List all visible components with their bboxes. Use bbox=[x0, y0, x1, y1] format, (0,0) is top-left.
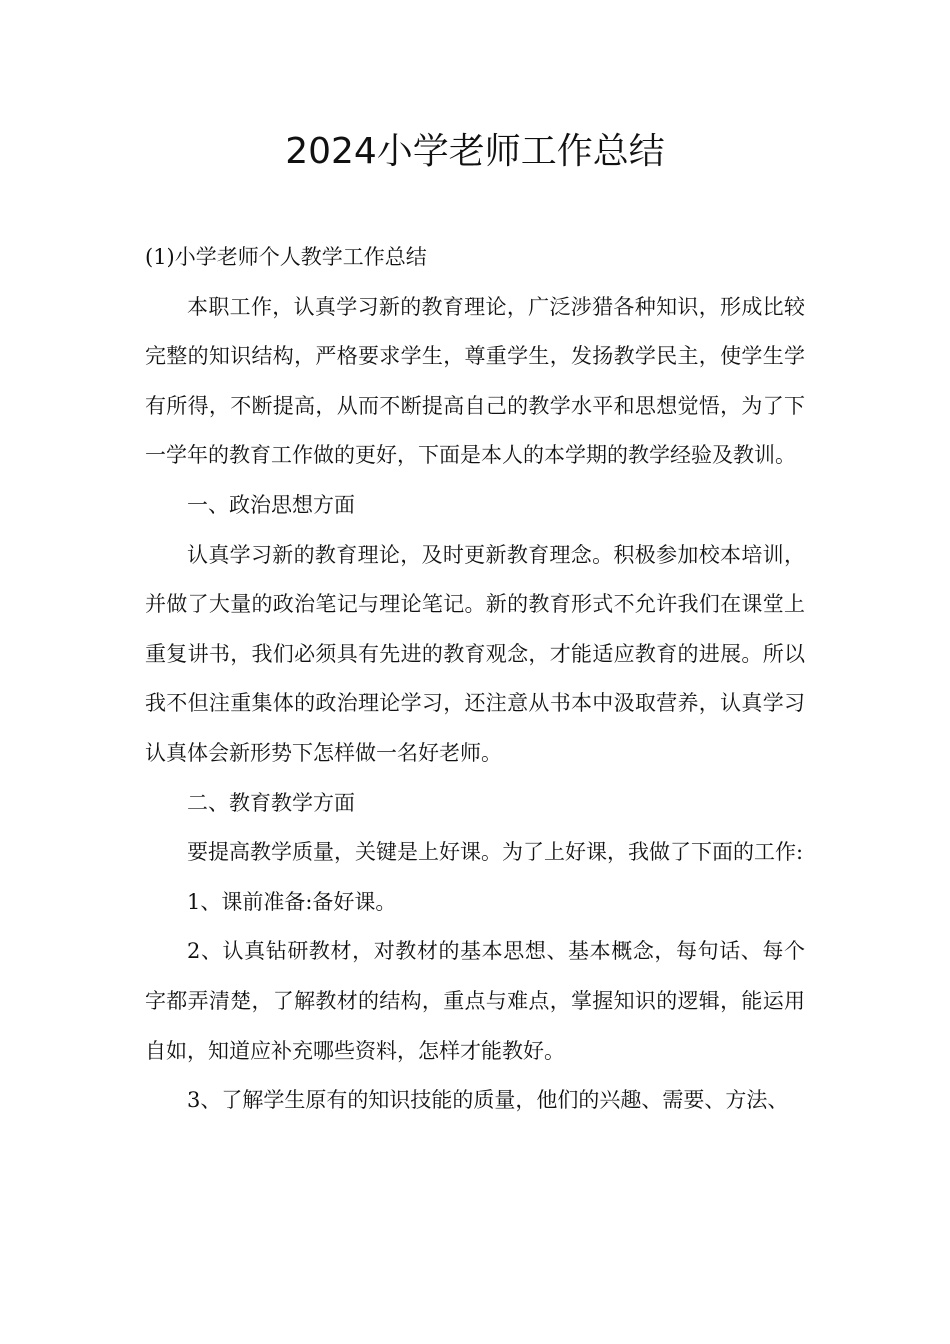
list-item-1: 1、课前准备:备好课。 bbox=[187, 889, 397, 914]
political-thought-paragraph: 认真学习新的教育理论，及时更新教育理念。积极参加校本培训，并做了大量的政治笔记与理论笔记。新的教育形式不允许我们在课堂上重复讲书，我们必须具有先进的教育观念，才能适应教育的进展。所以我不但注重集体的政治理论学习，还注意从书本中汲取营养，认真学习认真体会新形势下怎样做一名好老师。 bbox=[145, 542, 805, 765]
section-heading-education-teaching: 二、教育教学方面 bbox=[187, 790, 355, 815]
list-item-3: 3、了解学生原有的知识技能的质量，他们的兴趣、需要、方法、 bbox=[187, 1088, 789, 1113]
document-title: 2024小学老师工作总结 bbox=[285, 131, 665, 172]
section-heading-personal-summary: (1)小学老师个人教学工作总结 bbox=[145, 245, 427, 269]
document-body bbox=[145, 233, 805, 1126]
teaching-quality-paragraph: 要提高教学质量，关键是上好课。为了上好课，我做了下面的工作: bbox=[187, 840, 804, 865]
section-heading-political-thought: 一、政治思想方面 bbox=[187, 492, 355, 517]
list-item-2: 2、认真钻研教材，对教材的基本思想、基本概念，每句话、每个字都弄清楚，了解教材的结构，重点与难点，掌握知识的逻辑，能运用自如，知道应补充哪些资料，怎样才能教好。 bbox=[145, 939, 805, 1063]
intro-paragraph: 本职工作，认真学习新的教育理论，广泛涉猎各种知识，形成比较完整的知识结构，严格要求学生，尊重学生，发扬教学民主，使学生学有所得，不断提高，从而不断提高自己的教学水平和思想觉悟，为了下一学年的教育工作做的更好，下面是本人的本学期的教学经验及教训。 bbox=[145, 294, 805, 468]
